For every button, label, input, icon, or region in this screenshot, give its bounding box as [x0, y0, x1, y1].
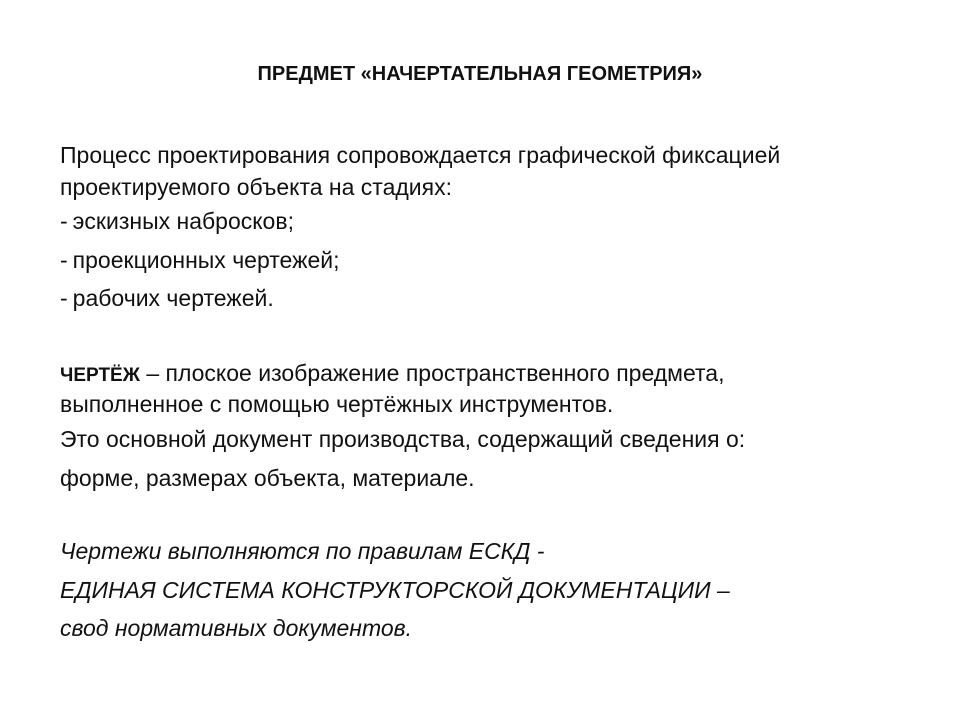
stage-text: эскизных набросков; — [72, 208, 294, 234]
slide-title: ПРЕДМЕТ «НАЧЕРТАТЕЛЬНАЯ ГЕОМЕТРИЯ» — [257, 63, 703, 85]
definition-line-4: форме, размерах объекта, материале. — [60, 465, 475, 491]
list-dash: - — [60, 208, 68, 234]
stage-item — [60, 246, 340, 274]
stage-item — [60, 284, 274, 312]
definition-line-3: Это основной документ производства, содержащий сведения о: — [60, 426, 746, 452]
definition-line-1 — [60, 359, 724, 390]
definition-text: – плоское изображение пространственного предмета, — [139, 360, 725, 386]
stage-text: рабочих чертежей. — [72, 285, 274, 311]
eskd-line-2: ЕДИНАЯ СИСТЕМА КОНСТРУКТОРСКОЙ ДОКУМЕНТАЦИИ – — [60, 577, 730, 603]
eskd-line-3: свод нормативных документов. — [60, 615, 413, 641]
list-dash: - — [60, 247, 68, 273]
intro-line-2: проектируемого объекта на стадиях: — [60, 174, 452, 200]
intro-line-1: Процесс проектирования сопровождается графической фиксацией — [60, 142, 781, 168]
stage-text: проекционных чертежей; — [72, 247, 340, 273]
stage-item — [60, 207, 294, 235]
eskd-line-1: Чертежи выполняются по правилам ЕСКД - — [60, 538, 545, 564]
definition-term: ЧЕРТЁЖ — [60, 365, 140, 386]
list-dash: - — [60, 285, 68, 311]
definition-line-2: выполненное с помощью чертёжных инструментов. — [60, 391, 614, 417]
